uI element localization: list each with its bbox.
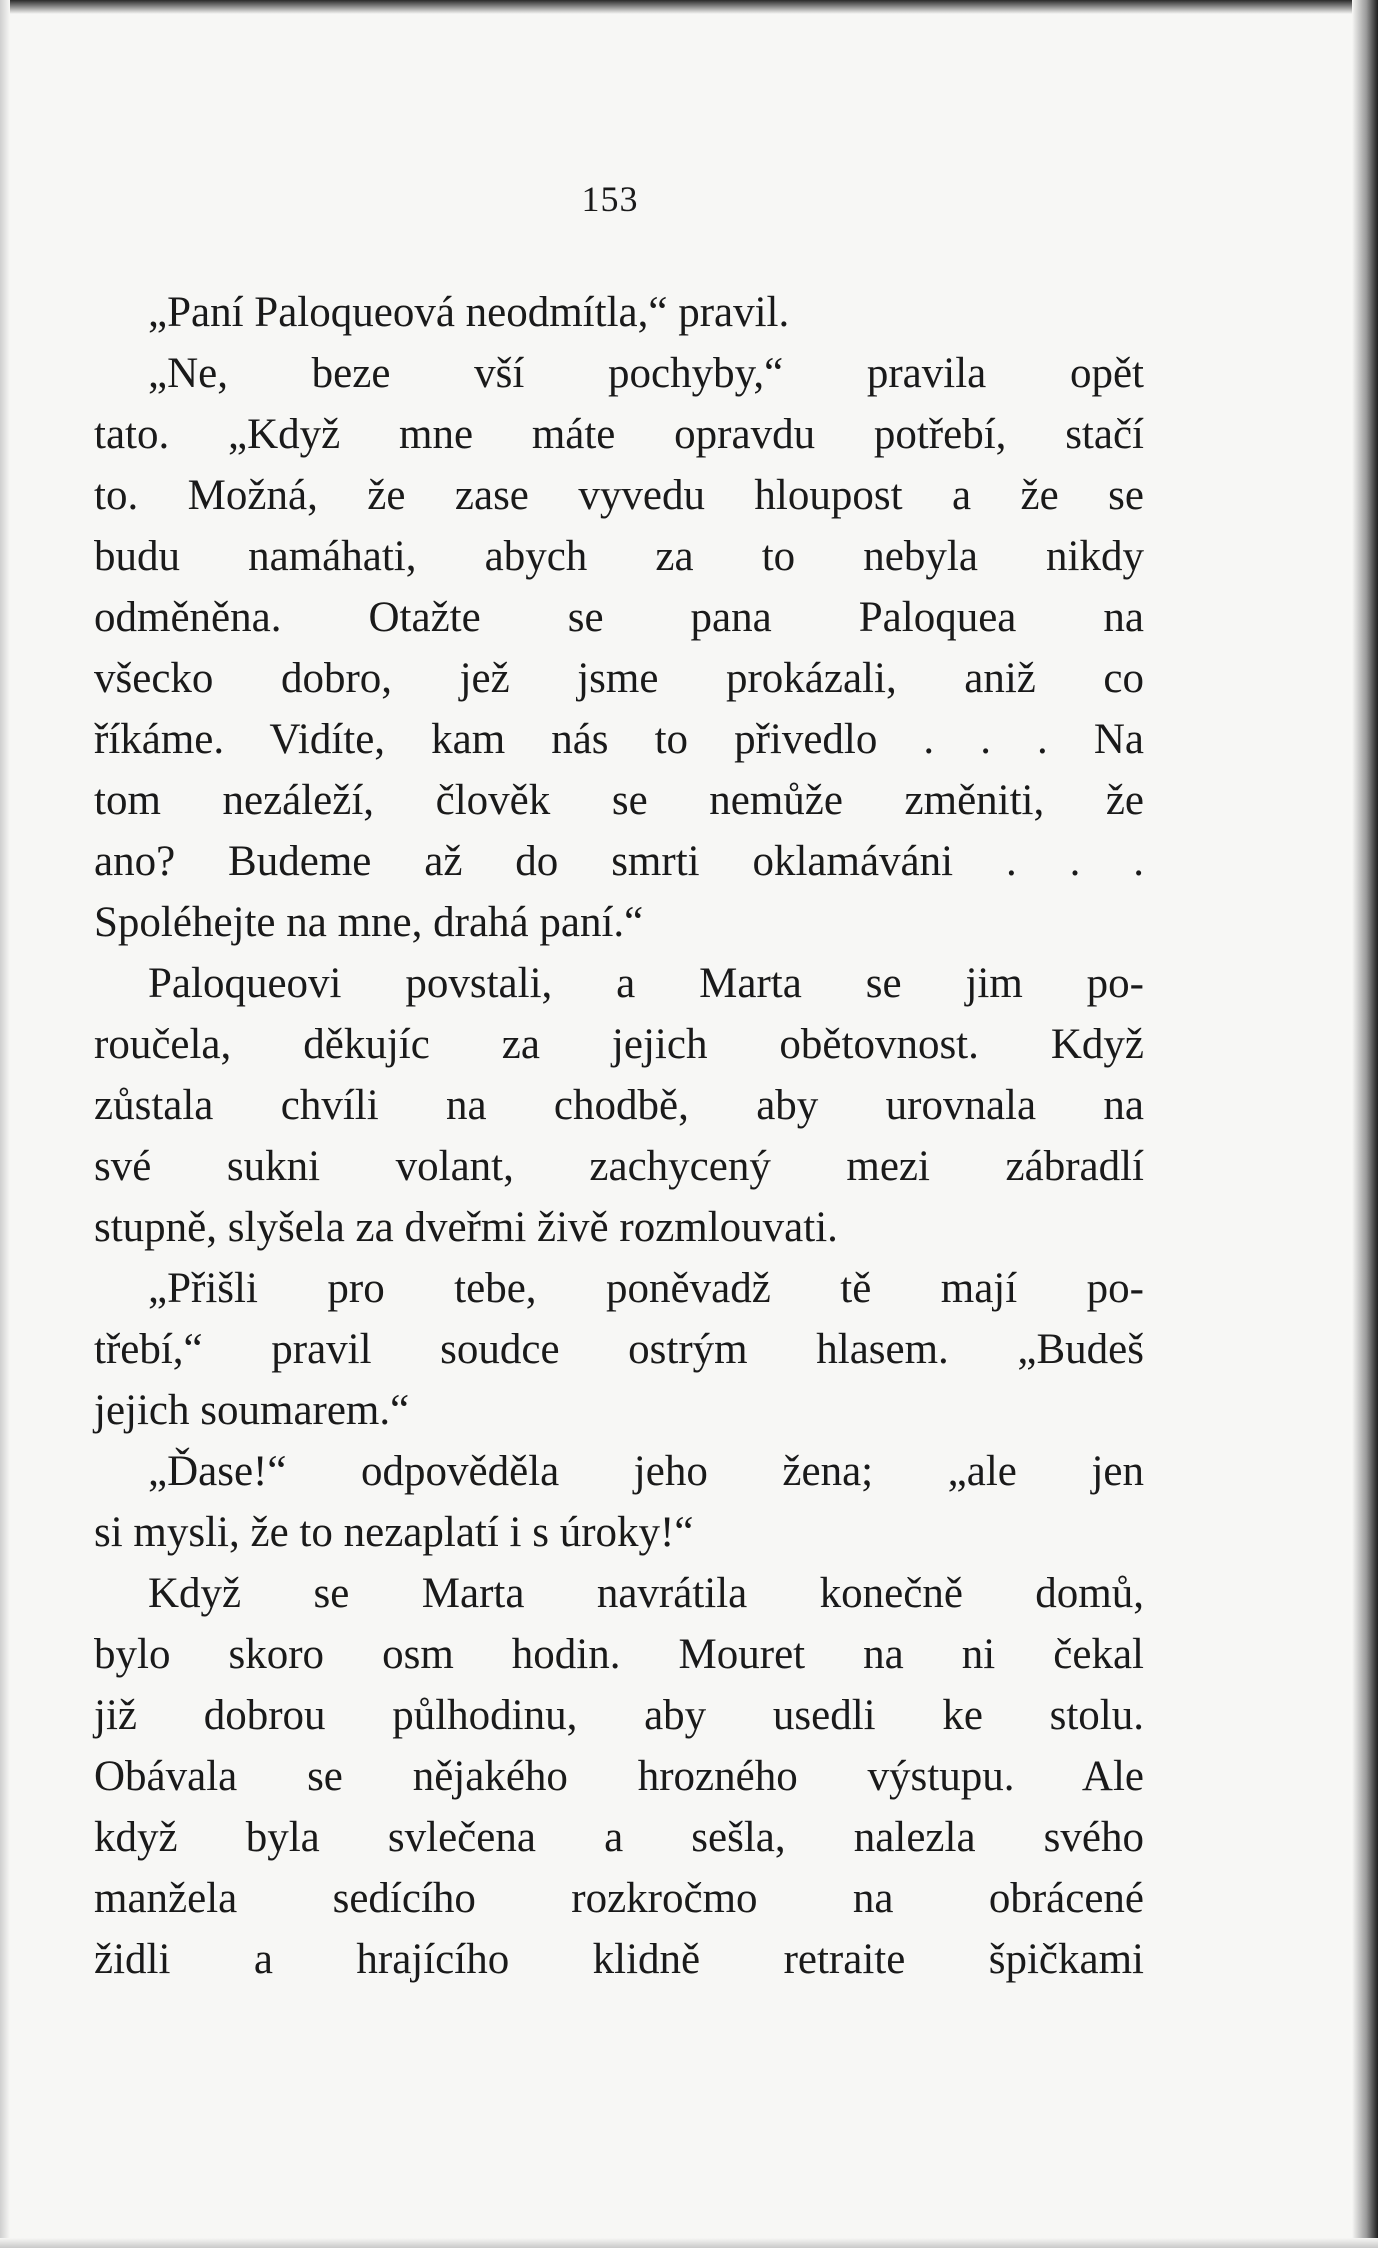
- text-line: bylo skoro osm hodin. Mouret na ni čekal: [94, 1631, 1144, 1678]
- text-line: říkáme. Vidíte, kam nás to přivedlo . . . Na: [94, 716, 1144, 763]
- text-line: ano? Budeme až do smrti oklamáváni . . .: [94, 838, 1144, 885]
- text-line: již dobrou půlhodinu, aby usedli ke stolu.: [94, 1692, 1144, 1739]
- text-line: židli a hrajícího klidně retraite špičkami: [94, 1936, 1144, 1983]
- text-line: všecko dobro, jež jsme prokázali, aniž co: [94, 655, 1144, 702]
- text-line: roučela, děkujíc za jejich obětovnost. Když: [94, 1021, 1144, 1068]
- text-line: když byla svlečena a sešla, nalezla svého: [94, 1814, 1144, 1861]
- text-line: odměněna. Otažte se pana Paloquea na: [94, 594, 1144, 641]
- text-line: budu namáhati, abych za to nebyla nikdy: [94, 533, 1144, 580]
- text-line: „Ďase!“ odpověděla jeho žena; „ale jen: [148, 1448, 1144, 1495]
- text-line: „Ne, beze vší pochyby,“ pravila opět: [148, 350, 1144, 397]
- text-line: si mysli, že to nezaplatí i s úroky!“: [94, 1509, 694, 1556]
- scan-edge-top: [0, 0, 1378, 14]
- body-text: [94, 282, 1144, 1990]
- text-line: stupně, slyšela za dveřmi živě rozmlouvati.: [94, 1204, 838, 1251]
- text-line: tato. „Když mne máte opravdu potřebí, stačí: [94, 411, 1144, 458]
- text-line: zůstala chvíli na chodbě, aby urovnala na: [94, 1082, 1144, 1129]
- text-line: to. Možná, že zase vyvedu hloupost a že se: [94, 472, 1144, 519]
- text-line: Spoléhejte na mne, drahá paní.“: [94, 899, 644, 946]
- scan-edge-right: [1352, 0, 1378, 2248]
- page-number: 153: [581, 179, 639, 219]
- text-line: třebí,“ pravil soudce ostrým hlasem. „Budeš: [94, 1326, 1144, 1373]
- text-line: „Paní Paloqueová neodmítla,“ pravil.: [148, 289, 790, 336]
- text-line: jejich soumarem.“: [94, 1387, 410, 1434]
- text-line: Obávala se nějakého hrozného výstupu. Ale: [94, 1753, 1144, 1800]
- text-line: manžela sedícího rozkročmo na obrácené: [94, 1875, 1144, 1922]
- text-line: své sukni volant, zachycený mezi zábradlí: [94, 1143, 1144, 1190]
- scan-edge-left: [0, 0, 10, 2248]
- text-line: „Přišli pro tebe, poněvadž tě mají po-: [148, 1265, 1144, 1312]
- text-line: Paloqueovi povstali, a Marta se jim po-: [148, 960, 1144, 1007]
- text-line: tom nezáleží, člověk se nemůže změniti, že: [94, 777, 1144, 824]
- scan-edge-bottom: [0, 2238, 1378, 2248]
- text-line: Když se Marta navrátila konečně domů,: [148, 1570, 1144, 1617]
